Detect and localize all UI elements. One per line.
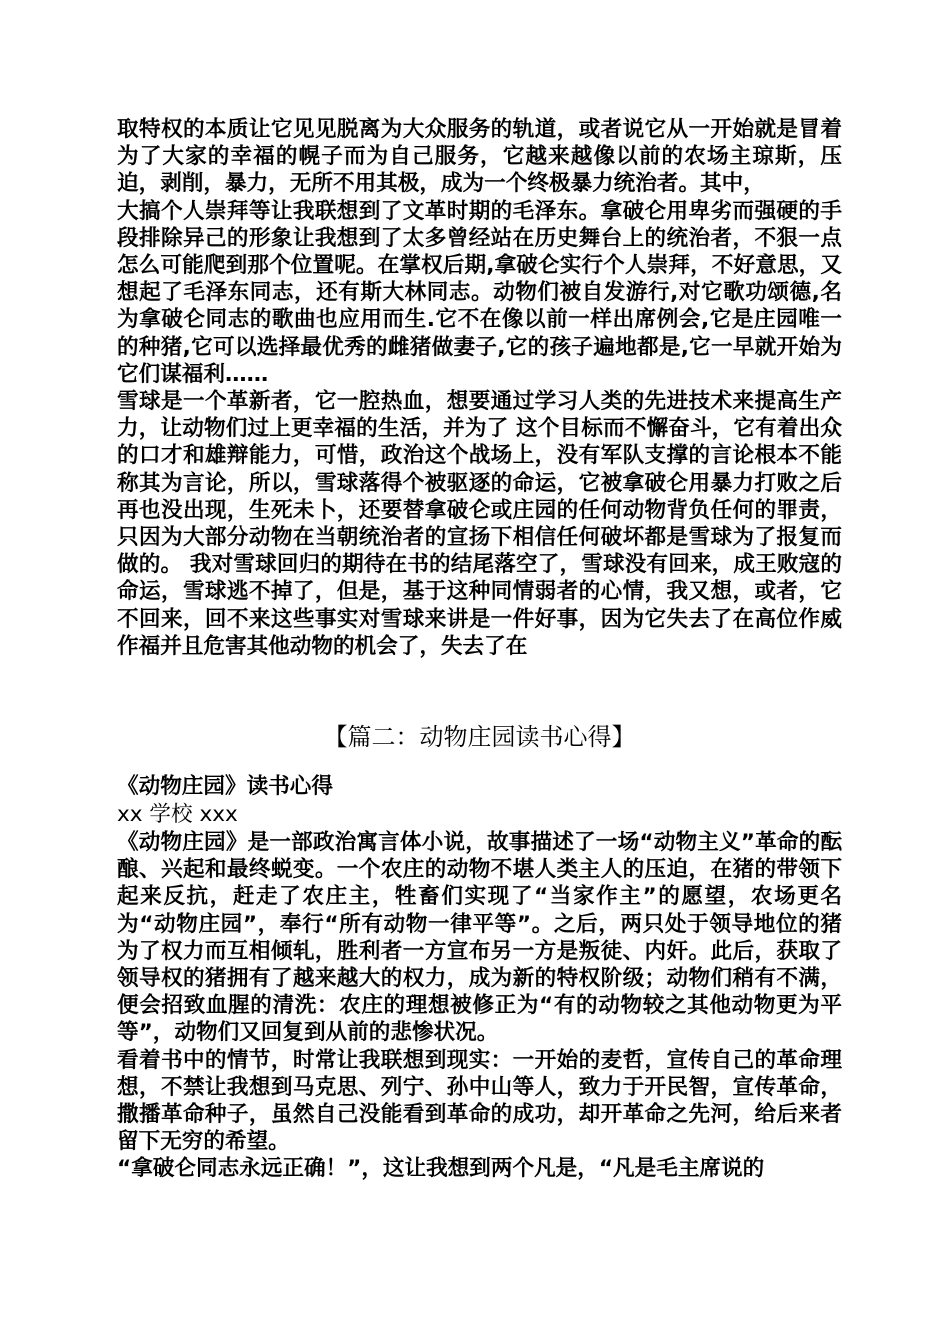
paragraph: 取特权的本质让它见见脱离为大众服务的轨道，或者说它从一开始就是冒着为了大家的幸福的幌子而为自己服务，它越来越像以前的农场主琼斯，压迫，剥削，暴力，无所不用其极，成为一个终极暴力统治者。其中， — [117, 117, 842, 197]
section-heading: 【篇二：动物庄园读书心得】 — [323, 723, 636, 751]
author-school: xx 学校 xxx — [117, 802, 238, 827]
essay-part-one — [117, 116, 842, 660]
paragraph: 雪球是一个革新者，它一腔热血，想要通过学习人类的先进技术来提高生产力，让动物们过上更幸福的生活，并为了 这个目标而不懈奋斗，它有着出众的口才和雄辩能力，可惜，政治这个战场上，没有军队支撑的言论根本不能称其为言论，所以，雪球落得个被驱逐的命运，它被拿破仑用暴力打败之后再也没出现，生死未卜，还要替拿破仑或庄园的任何动物背负任何的罪责，只因为大部分动物在当朝统治者的宣扬下相信任何破坏都是雪球为了报复而做的。 我对雪球回归的期待在书的结尾落空了，雪球没有回来，成王败寇的命运，雪球逃不掉了，但是，基于这种同情弱者的心情，我又想，或者，它不回来，回不来这些事实对雪球来讲是一件好事，因为它失去了在高位作威作福并且危害其他动物的机会了，失去了在 — [117, 389, 842, 659]
paragraph: 《动物庄园》是一部政治寓言体小说，故事描述了一场“动物主义”革命的酝酿、兴起和最终蜕变。一个农庄的动物不堪人类主人的压迫，在猪的带领下起来反抗，赶走了农庄主，牲畜们实现了“当家作主”的愿望，农场更名为“动物庄园”，奉行“所有动物一律平等”。之后，两只处于领导地位的猪为了权力而互相倾轧，胜利者一方宣布另一方是叛徒、内奸。此后，获取了领导权的猪拥有了越来越大的权力，成为新的特权阶级；动物们稍有不满，便会招致血腥的清洗：农庄的理想被修正为“有的动物较之其他动物更为平等”，动物们又回复到从前的悲惨状况。 — [117, 830, 842, 1046]
paragraph: “拿破仑同志永远正确！”，这让我想到两个凡是，“凡是毛主席说的 — [117, 1156, 765, 1182]
essay-title: 《动物庄园》读书心得 — [117, 774, 333, 799]
paragraph: 看着书中的情节，时常让我联想到现实：一开始的麦哲，宣传自己的革命理想，不禁让我想到马克思、列宁、孙中山等人，致力于开民智，宣传革命，撒播革命种子，虽然自己没能看到革命的成功，却开革命之先河，给后来者留下无穷的希望。 — [117, 1047, 842, 1155]
essay-part-two — [117, 829, 842, 1183]
paragraph: 大搞个人崇拜等让我联想到了文革时期的毛泽东。拿破仑用卑劣而强硬的手段排除异己的形象让我想到了太多曾经站在历史舞台上的统治者，不狠一点怎么可能爬到那个位置呢。在掌权后期,拿破仑实行个人崇拜，不好意思，又想起了毛泽东同志，还有斯大林同志。动物们被自发游行,对它歌功颂德,名为拿破仑同志的歌曲也应用而生.它不在像以前一样出席例会,它是庄园唯一的种猪,它可以选择最优秀的雌猪做妻子,它的孩子遍地都是,它一早就开始为它们谋福利…… — [117, 198, 842, 387]
